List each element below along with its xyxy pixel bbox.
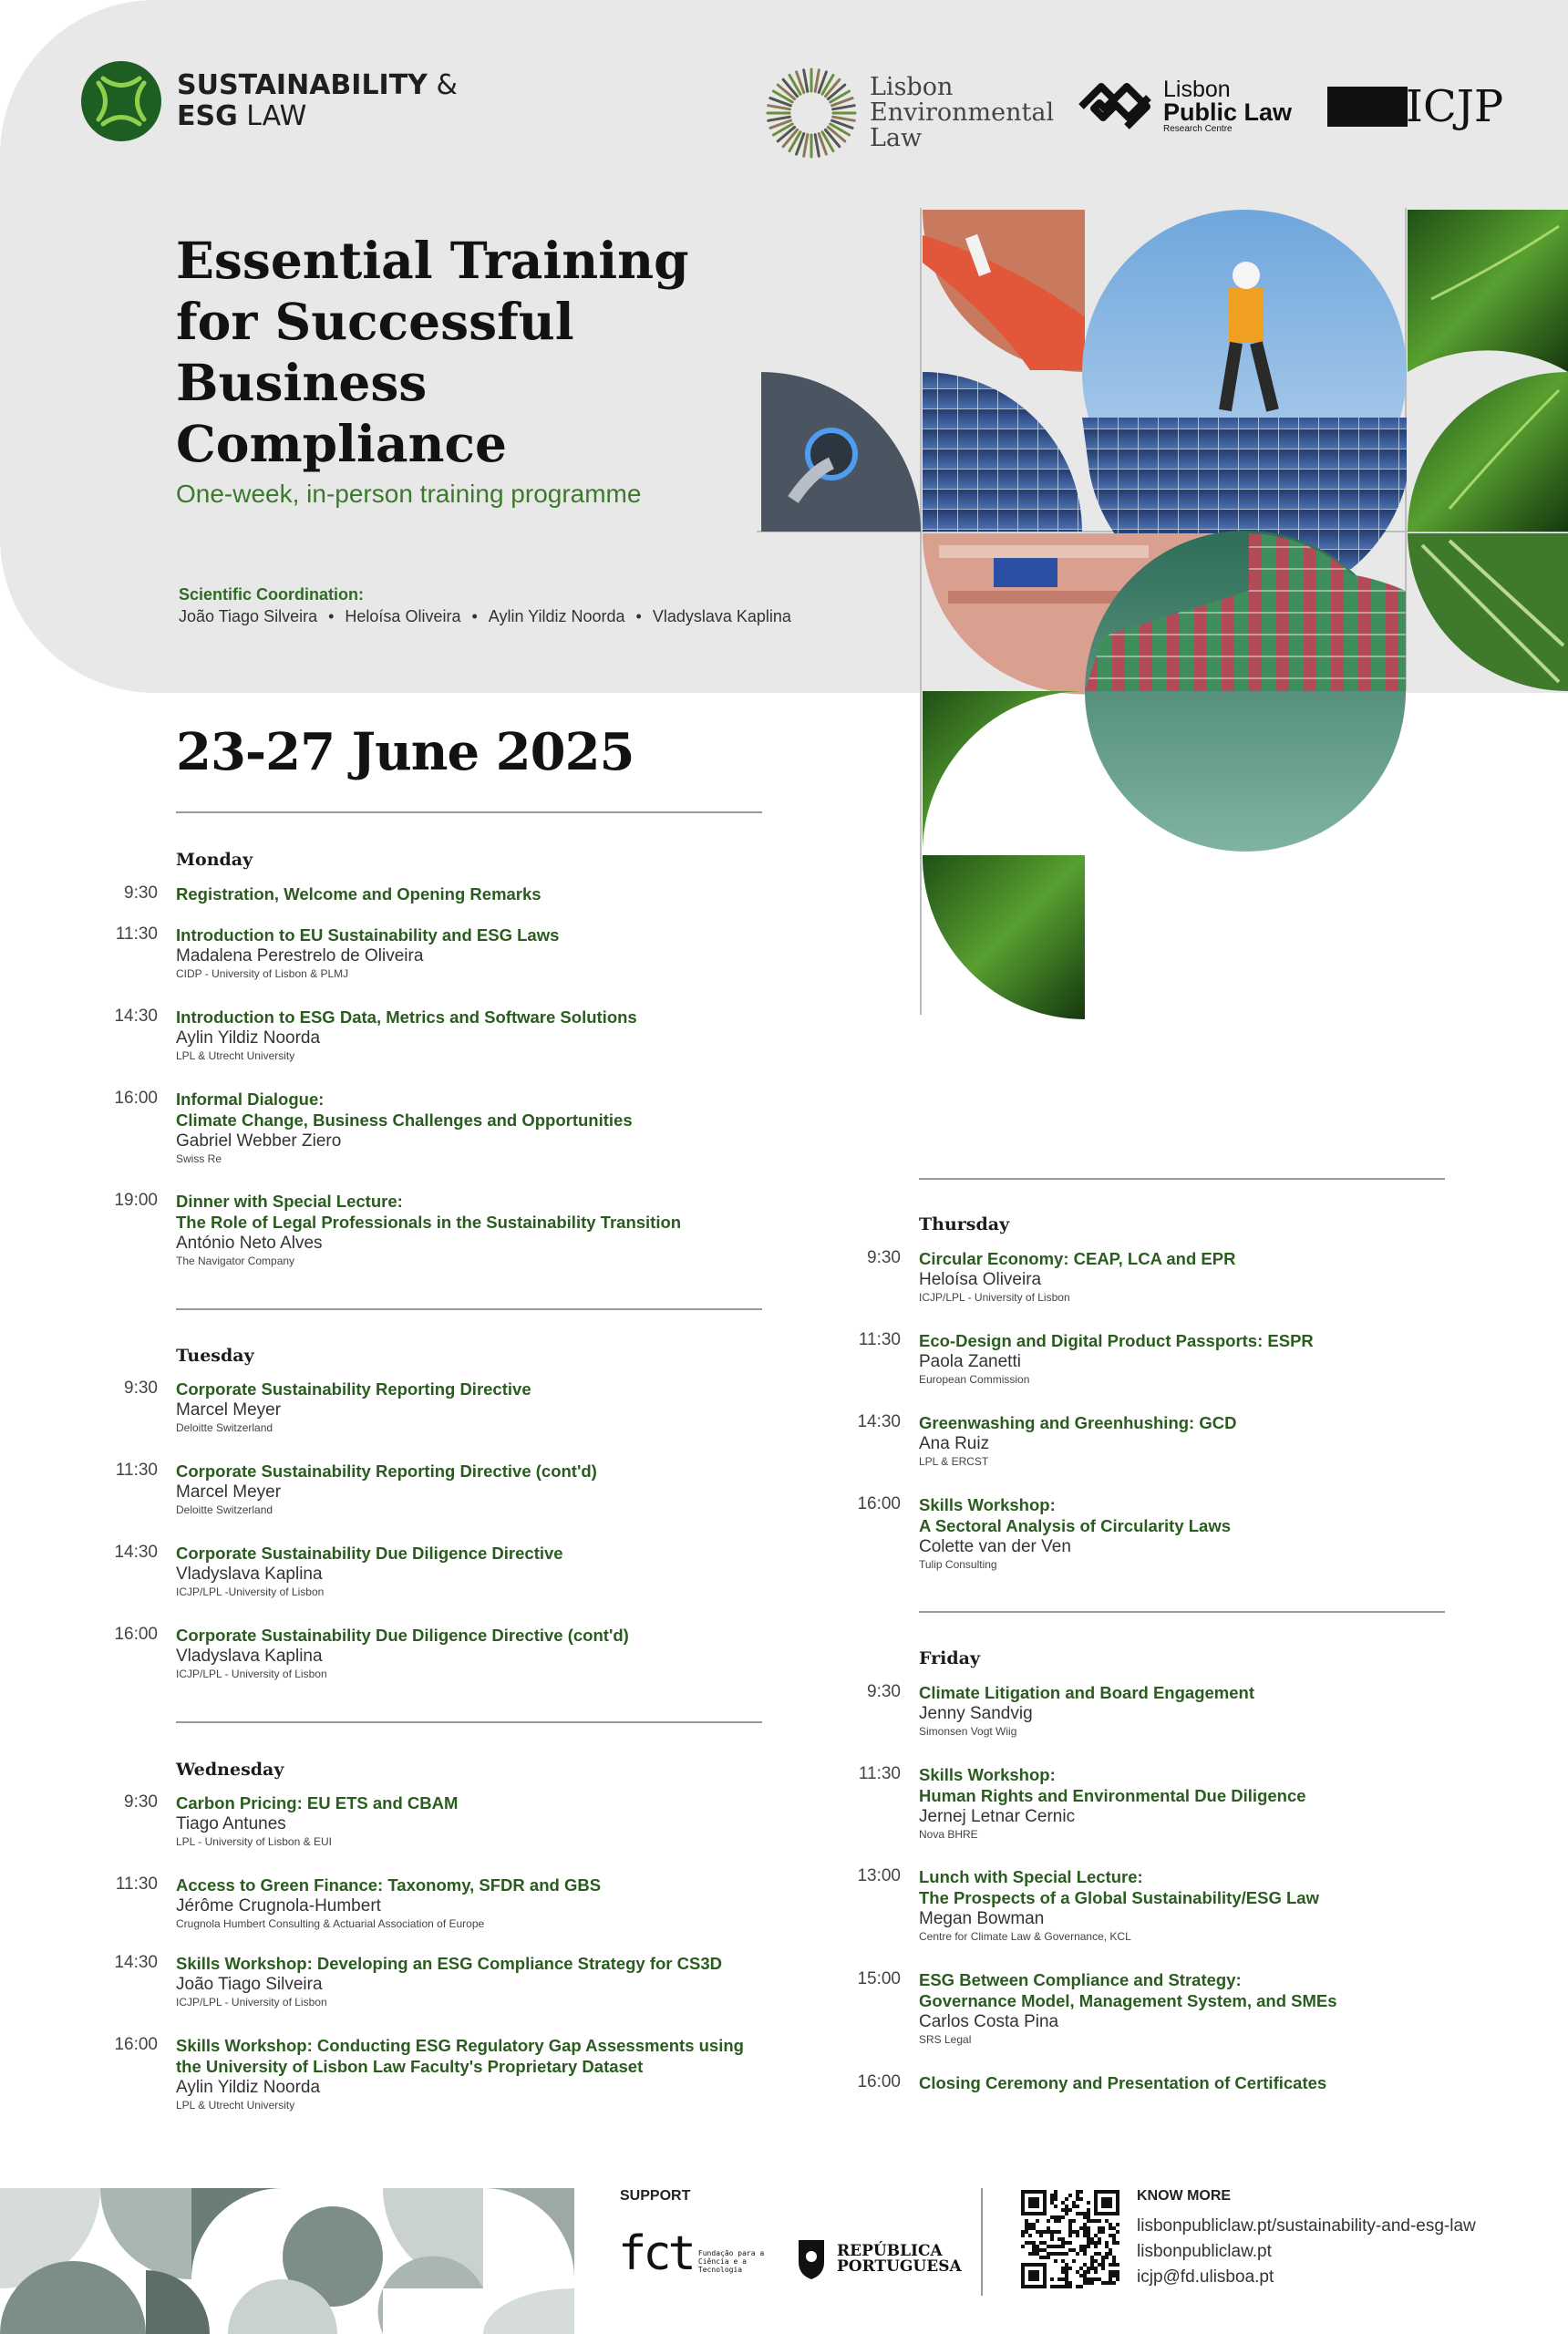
session-title-line2: the University of Lisbon Law Faculty's Proprietary Dataset [176, 2057, 644, 2076]
session-title: Skills Workshop: [919, 1495, 1056, 1514]
separator-dot: • [635, 607, 642, 625]
sustainability-esg-law-logo [80, 60, 458, 142]
lel-line3: Law [870, 124, 923, 152]
session-title: Introduction to ESG Data, Metrics and Software Solutions [176, 1007, 637, 1027]
rp-line1: REPÚBLICA [837, 2242, 943, 2260]
session-title-line2: The Role of Legal Professionals in the Sustainability Transition [176, 1213, 682, 1232]
divider [176, 1308, 762, 1310]
session-title: Informal Dialogue: [176, 1090, 325, 1109]
speaker-affiliation: European Commission [919, 1373, 1030, 1386]
esg-law-line1: SUSTAINABILITY [177, 69, 428, 101]
coordinator-name: Aylin Yildiz Noorda [488, 607, 625, 625]
session-title-line2: Governance Model, Management System, and SMEs [919, 1991, 1337, 2010]
photo-collage [757, 208, 1568, 1028]
day-label-monday: Monday [176, 850, 253, 870]
session-title: Greenwashing and Greenhushing: GCD [919, 1413, 1237, 1432]
session-speaker: Ana Ruiz [919, 1434, 990, 1453]
speaker-affiliation: Tulip Consulting [919, 1558, 997, 1571]
lel-line2: Environmental [870, 98, 1055, 127]
coordination-label: Scientific Coordination: [179, 585, 365, 604]
session-speaker: Jenny Sandvig [919, 1704, 1033, 1723]
session-time: 11:30 [115, 1461, 158, 1480]
session-title: Closing Ceremony and Presentation of Certificates [919, 2073, 1327, 2092]
footer-divider [981, 2188, 983, 2296]
icjp-black-bar [1327, 87, 1408, 127]
session-time: 9:30 [124, 1792, 158, 1812]
coordinator-name: Heloísa Oliveira [345, 607, 461, 625]
title-line2: for Successful Business [176, 292, 574, 412]
divider [919, 1178, 1445, 1180]
speaker-affiliation: Nova BHRE [919, 1828, 978, 1841]
session-title: Climate Litigation and Board Engagement [919, 1683, 1254, 1702]
session-time: 16:00 [857, 1494, 901, 1513]
lpl-line3: Research Centre [1163, 124, 1233, 134]
session-time: 15:00 [857, 1969, 901, 1988]
session-title: ESG Between Compliance and Strategy: [919, 1970, 1242, 1989]
website-link[interactable]: lisbonpubliclaw.pt [1137, 2242, 1272, 2261]
speaker-affiliation: ICJP/LPL - University of Lisbon [176, 1996, 327, 2009]
support-label: SUPPORT [620, 2188, 691, 2204]
sunburst-icon [764, 66, 859, 160]
esg-law-wordmark [177, 70, 458, 132]
speaker-affiliation: Simonsen Vogt Wiig [919, 1725, 1017, 1738]
session-title-line2: Climate Change, Business Challenges and Opportunities [176, 1110, 633, 1130]
session-title: Circular Economy: CEAP, LCA and EPR [919, 1249, 1236, 1268]
session-time: 9:30 [124, 883, 158, 903]
green-foliage-photo [923, 691, 1085, 855]
session-time: 13:00 [857, 1866, 901, 1885]
speaker-affiliation: ICJP/LPL - University of Lisbon [919, 1291, 1070, 1304]
session-time: 16:00 [114, 1089, 158, 1108]
esg-law-line2b: LAW [246, 100, 307, 132]
session-title-line2: Human Rights and Environmental Due Diligence [919, 1786, 1306, 1805]
page-title [176, 230, 814, 474]
session-title: Lunch with Special Lecture: [919, 1867, 1143, 1886]
title-line3: Compliance [176, 414, 508, 473]
solar-panels-photo [923, 372, 1082, 532]
footer-geometric-art [0, 2188, 574, 2334]
session-speaker: Colette van der Ven [919, 1537, 1071, 1556]
session-speaker: Vladyslava Kaplina [176, 1565, 323, 1584]
speaker-affiliation: LPL & ERCST [919, 1455, 989, 1468]
session-speaker: Heloísa Oliveira [919, 1270, 1042, 1289]
session-time: 9:30 [124, 1379, 158, 1398]
session-title: Carbon Pricing: EU ETS and CBAM [176, 1793, 459, 1812]
session-title: Skills Workshop: [919, 1765, 1056, 1784]
rp-line2: PORTUGUESA [837, 2257, 962, 2276]
fct-logo [618, 2226, 771, 2281]
session-speaker: Vladyslava Kaplina [176, 1647, 323, 1666]
fct-fullname: Fundação para a Ciência e a Tecnologia [697, 2249, 765, 2274]
session-time: 19:00 [114, 1191, 158, 1210]
session-speaker: Madalena Perestrelo de Oliveira [176, 946, 424, 966]
session-title: Access to Green Finance: Taxonomy, SFDR and GBS [176, 1875, 602, 1895]
divider [176, 811, 762, 813]
speaker-affiliation: LPL & Utrecht University [176, 2099, 295, 2112]
republica-portuguesa-logo [795, 2238, 962, 2280]
session-time: 16:00 [857, 2072, 901, 2091]
coordination-names [179, 607, 791, 626]
session-speaker: António Neto Alves [176, 1234, 323, 1253]
session-title: Corporate Sustainability Due Diligence Directive (cont'd) [176, 1626, 629, 1645]
email-link[interactable]: icjp@fd.ulisboa.pt [1137, 2267, 1274, 2287]
divider [919, 1611, 1445, 1613]
lpl-diamond-icon [1078, 79, 1154, 134]
day-label-wednesday: Wednesday [176, 1760, 284, 1780]
esg-law-emblem-icon [80, 60, 162, 142]
session-speaker: Aylin Yildiz Noorda [176, 2078, 321, 2097]
session-time: 9:30 [867, 1682, 901, 1701]
session-speaker: Marcel Meyer [176, 1482, 282, 1502]
page-subtitle: One-week, in-person training programme [176, 480, 642, 508]
session-time: 14:30 [114, 1543, 158, 1562]
session-speaker: João Tiago Silveira [176, 1975, 323, 1994]
know-more-label: KNOW MORE [1137, 2188, 1232, 2204]
session-time: 9:30 [867, 1248, 901, 1267]
icjp-logo [1327, 81, 1504, 132]
session-title: Dinner with Special Lecture: [176, 1192, 403, 1211]
session-time: 16:00 [114, 1625, 158, 1644]
session-speaker: Jernej Letnar Cernic [919, 1807, 1076, 1826]
session-speaker: Marcel Meyer [176, 1400, 282, 1420]
speaker-affiliation: ICJP/LPL - University of Lisbon [176, 1668, 327, 1680]
separator-dot: • [328, 607, 335, 625]
coordinator-name: João Tiago Silveira [179, 607, 318, 625]
day-label-friday: Friday [919, 1648, 981, 1668]
lisbon-environmental-law-logo [764, 66, 1054, 160]
session-time: 11:30 [115, 1874, 158, 1894]
session-speaker: Gabriel Webber Ziero [176, 1131, 342, 1151]
speaker-affiliation: CIDP - University of Lisbon & PLMJ [176, 967, 349, 980]
session-title: Corporate Sustainability Due Diligence Directive [176, 1544, 563, 1563]
fct-wordmark: fct [618, 2226, 693, 2281]
leaf-closeup-photo [923, 855, 1085, 1019]
separator-dot: • [471, 607, 478, 625]
session-speaker: Tiago Antunes [176, 1814, 286, 1833]
divider [176, 1721, 762, 1723]
website-link[interactable]: lisbonpubliclaw.pt/sustainability-and-esg-law [1137, 2216, 1476, 2236]
leaf-photo [1408, 210, 1568, 372]
session-speaker: Paola Zanetti [919, 1352, 1021, 1371]
session-speaker: Megan Bowman [919, 1909, 1045, 1928]
speaker-affiliation: LPL & Utrecht University [176, 1049, 295, 1062]
speaker-affiliation: SRS Legal [919, 2033, 972, 2046]
speaker-affiliation: Deloitte Switzerland [176, 1503, 273, 1516]
coordinator-name: Vladyslava Kaplina [652, 607, 791, 625]
lel-line1: Lisbon [870, 73, 954, 101]
session-time: 11:30 [858, 1330, 901, 1349]
lisbon-public-law-logo [1078, 78, 1292, 134]
qr-code-icon[interactable] [1021, 2190, 1119, 2288]
session-speaker: Aylin Yildiz Noorda [176, 1028, 321, 1048]
session-speaker: Carlos Costa Pina [919, 2012, 1059, 2031]
session-title: Skills Workshop: Developing an ESG Compliance Strategy for CS3D [176, 1954, 722, 1973]
speaker-affiliation: Crugnola Humbert Consulting & Actuarial Association of Europe [176, 1917, 485, 1930]
speaker-affiliation: Centre for Climate Law & Governance, KCL [919, 1930, 1131, 1943]
lpl-line1: Lisbon [1163, 77, 1231, 102]
know-more-links [1137, 2214, 1476, 2290]
leaf-photo [1408, 372, 1568, 532]
session-time: 11:30 [858, 1764, 901, 1783]
session-time: 16:00 [114, 2035, 158, 2054]
esg-law-line2a: ESG [177, 100, 238, 132]
speaker-affiliation: LPL - University of Lisbon & EUI [176, 1835, 332, 1848]
esg-law-amp: & [436, 69, 458, 101]
session-title: Introduction to EU Sustainability and ESG Laws [176, 925, 560, 945]
speaker-affiliation: Swiss Re [176, 1152, 222, 1165]
session-title: Registration, Welcome and Opening Remarks [176, 884, 542, 904]
session-time: 14:30 [114, 1953, 158, 1972]
speaker-affiliation: The Navigator Company [176, 1255, 295, 1267]
session-title: Eco-Design and Digital Product Passports: ESPR [919, 1331, 1314, 1350]
speaker-affiliation: ICJP/LPL -University of Lisbon [176, 1585, 325, 1598]
day-label-thursday: Thursday [919, 1214, 1010, 1234]
session-title-line2: The Prospects of a Global Sustainability/ESG Law [919, 1888, 1319, 1907]
session-title: Corporate Sustainability Reporting Directive [176, 1379, 531, 1399]
speaker-affiliation: Deloitte Switzerland [176, 1421, 273, 1434]
session-title: Corporate Sustainability Reporting Directive (cont'd) [176, 1461, 597, 1481]
session-title-line2: A Sectoral Analysis of Circularity Laws [919, 1516, 1232, 1535]
session-time: 11:30 [115, 924, 158, 944]
session-time: 14:30 [857, 1412, 901, 1431]
session-title: Skills Workshop: Conducting ESG Regulatory Gap Assessments using [176, 2036, 744, 2055]
session-time: 14:30 [114, 1007, 158, 1026]
event-dates: 23-27 June 2025 [176, 722, 634, 782]
title-line1: Essential Training [176, 231, 689, 290]
portugal-shield-icon [795, 2238, 828, 2280]
lpl-line2: Public Law [1163, 98, 1293, 126]
day-label-tuesday: Tuesday [176, 1346, 254, 1366]
session-speaker: Jérôme Crugnola-Humbert [176, 1896, 381, 1916]
icjp-wordmark: ICJP [1406, 81, 1504, 132]
